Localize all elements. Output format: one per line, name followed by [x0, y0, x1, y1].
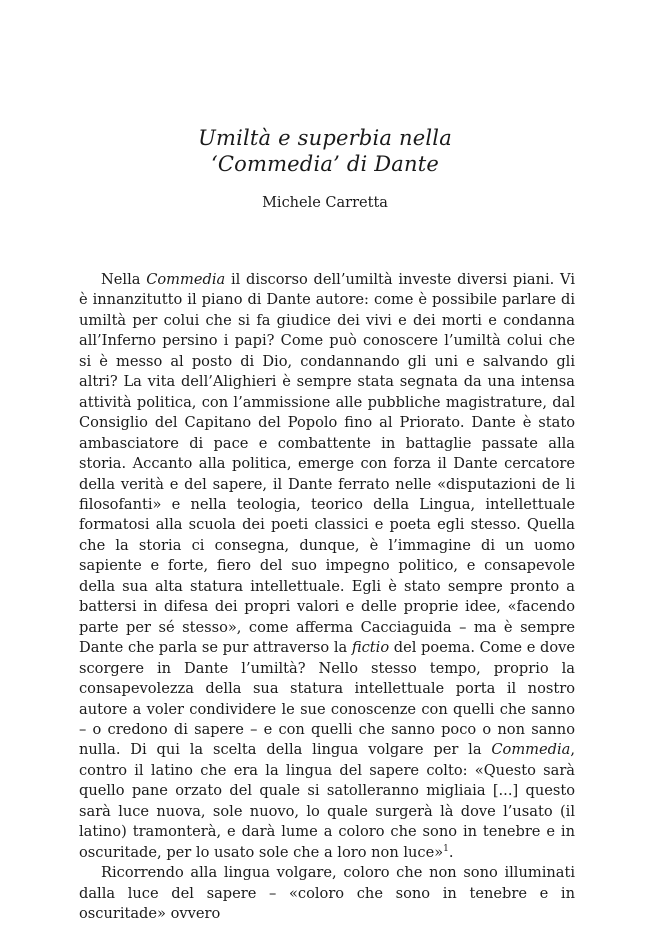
paragraph-2: Ricorrendo alla lingua volgare, coloro che non sono illuminati dalla luce del sapere – «coloro che sono in tenebre e in oscuritade» ovvero	[79, 864, 575, 923]
title-line-1: Umiltà e superbia nella	[198, 126, 452, 150]
p1-italic-commedia-2: Commedia	[491, 741, 571, 759]
footnote-marker[interactable]: 1	[443, 843, 449, 854]
p1-text-a: Nella	[101, 271, 147, 288]
p1-text-b: il discorso dell’umiltà investe diversi piani. Vi è innanzitutto il piano di Dante autore: come è possibile parlare di umiltà per colui che si fa giudice dei vivi e dei morti e condanna all’Inferno persino i papi? Come può conoscere l’umiltà colui che si è messo al posto di Dio, condannando gli uni e salvando gli altri? La vita dell’Alighieri è sempre stata segnata da una intensa attività politica, con l’ammissione alle pubbliche magistrature, dal Consiglio del Capitano del Popolo fino al Priorato. Dante è stato ambasciatore di pace e combattente in battaglie passate alla storia. Accanto alla politica, emerge con forza il Dante cercatore della verità e del sapere, il Dante ferrato nelle «disputazioni de li filosofanti» e nella teologia, teorico della Lingua, intellettuale formatosi alla scuola dei poeti classici e poeta egli stesso. Quella che la storia ci consegna, dunque, è l’immagine di un uomo sapiente e forte, fiero del suo impegno politico, e consapevole della sua alta statura intellettuale. Egli è stato sempre pronto a battersi in difesa dei propri valori e delle proprie idee, «facendo parte per sé stesso», come afferma Cacciaguida – ma è sempre Dante che parla se pur attraverso la	[79, 271, 575, 657]
title-line-2: ‘Commedia’ di Dante	[210, 152, 440, 176]
article-title	[0, 125, 650, 177]
article-body	[79, 270, 575, 925]
p1-end: .	[448, 843, 454, 861]
p1-text-c: del poema. Come e dove scorgere in Dante l’umiltà? Nello stesso tempo, proprio la consapevolezza della sua statura intellettuale porta il nostro autore a voler condividere le sue conoscenze con quelli che sanno – o credono di sapere – e con quelli che sanno poco o non sanno nulla. Di qui la scelta della lingua volgare per la	[79, 639, 575, 759]
p1-text-d: , contro il latino che era la lingua del sapere colto: «Questo sarà quello pane orzato del quale si satolleranno migliaia [...] questo sarà luce nuova, sole nuovo, lo quale surgerà là dove l’usato (il latino) tramonterà, e darà lume a coloro che sono in tenebre e in oscuritade, per lo usato sole che a loro non luce»	[79, 741, 575, 861]
paragraph-1	[79, 270, 575, 863]
p1-italic-fictio: fictio	[351, 639, 390, 657]
author-name: Michele Carretta	[262, 195, 388, 211]
p1-italic-commedia: Commedia	[146, 271, 226, 288]
